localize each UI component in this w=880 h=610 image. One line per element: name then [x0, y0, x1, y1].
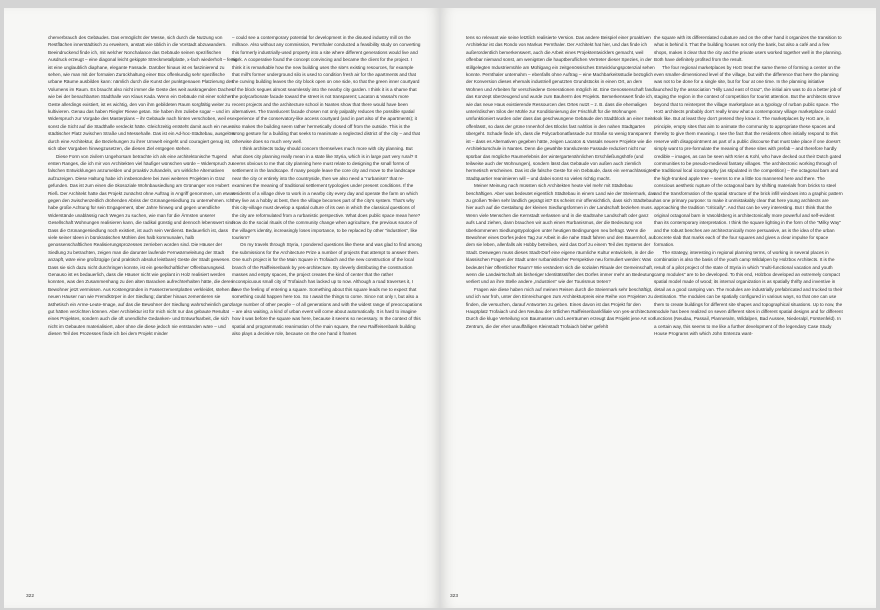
right-page: [440, 8, 876, 608]
paragraph: The strategy, interesting in regional planning terms, of working in several places in combination is also the basis of the youth camp Wildalpen by Holzbox Architects. It is the result of a pilot project of the state of Styria in which "multi-functional vacation and youth camp modules" are to be developed. To this end, Holzbox developed an extremely compact spatial model made of wood; its internal organization is as spatially thrifty and inventive in detail as a good camping van. The modules are industrially prefabricated and trucked to their destination. The modules can be spatially configured in various ways, so that one can use them to create buildings for different site shapes and topographical situations. Up to now, the module has been realized on seven different sites in different spatial designs and for different functions (Neudau, Passail, Planneralm, Wildalpen, Bad Aussee, Niederalpl, Fürstenfeld). In a certain way, this seems to me like a further development of the legendary Case Study House Programs with which John Entenza want-: [654, 249, 843, 337]
left-page-column-english: [232, 34, 422, 588]
paragraph: tens so relevant wie seine letztlich realisierte Version. Das andere Beispiel einer proaktiven Architektur ist das Rondo von Markus Pernthaler. Der Architekt hat hier, und das finde ich außerordentlich bemerkenswert, auch die Arbeit eines Projektentwicklers gemacht, weil offenbar niemand sonst, am wenigsten die hauptberuflichen Vertreter dieser Spezies, in der stillgelegten Industriemühle am Mühlgang ein zeitgenössisches Entwicklungspotenzial sehen konnte. Pernthaler unternahm – ebenfalls ohne Auftrag – eine Machbarkeitsstudie bezüglich der Konversion dieses ehemals industriell genutzten Grundstücks in einen Ort, an dem Wohnen und Arbeiten für verschiedene Generationen möglich ist. Eine Genossenschaft fand das Konzept überzeugend und wurde zum Bauherrn des Projekts. Bemerkenswert finde ich, wie das neue Haus existierende Ressourcen des Ortes nutzt – z. B. dass die ehemaligen unterirdischen Silos der Mühle zur Konditionierung der Frischluft für die Wohnungen umfunktioniert wurden oder dass das geschwungene Gebäude den Stadtblock an einer Seite offenlässt, so dass der grüne Innenhof des Blocks fast nahtlos in den nahen Stadtgarten übergeht. Schade finde ich, dass die Polycarbonatfassade zur Straße so wenig transparent ist – dass es Alternativen gegeben hätte, zeigen Lacaton & Vassals neuere Projekte wie die Architekturschule in Nantes. Denn die gewählte transluzente Fassade reduziert nicht nur spürbar das mögliche Raumerlebnis der wintergartenähnlichen Erschließungshöfe (und teilweise auch der Wohnungen), sondern lässt das Gebäude von außen auch ziemlich hermetisch erscheinen. Das ist die falsche Geste für ein Gebäude, dass ein vernachlässigtes Stadtquartier reanimieren will – und dabei sonst so vieles richtig macht.: [466, 35, 655, 181]
paragraph: Fragen wie diese haben mich auf meinen Reisen durch die Steiermark sehr beschäftigt, und ich war froh, unter den Einreichungen zum Architekturpreis eine Reihe von Projekten zu finden, die versuchen, darauf Antworten zu geben. Eines davon ist das Projekt für den Hauptplatz Trofaiach und den Neubau der örtlichen Raiffeisenbankfiliale von yes-architecture. Durch die kluge Verteilung von Baumassen und Leerräumen erzeugt das Projekt jene Art von Zentrum, die der eher unauffälligen Kleinstadt Trofaiach bisher gefehlt: [466, 286, 656, 329]
page-number: 323: [450, 594, 459, 599]
paragraph: Diese Form von zivilem Ungehorsam betrachte ich als eine architektonische Tugend ersten Ranges, die ich mir von Architekten viel häufiger wünschen würde – Widerspruch zu falschen Entwicklungen anzumelden und proaktiv zuhandeln, um wirkliche Alternativen aufzuzeigen. Diese Haltung habe ich insbesondere bei zwei weiteren Projekten in Graz gefunden. Das ist zum einen die ökosoziale Wohnbausiedlung am Grünanger von Hubert Rieß. Der Architekt hatte das Projekt zunächst ohne Auftrag in Angriff genommen, um etwas gegen den zwischenzeitlich drohenden Abriss der Grünangersiedlung zu unternehmen. Ich habe große Achtung für sein Engagement, über Jahre hinweg und gegen unendliche Widerstände unablässig nach Wegen zu suchen, wie man für die Ärmsten unserer Gesellschaft Wohnungen realisieren kann, die radikal günstig und dennoch lebenswert sind. Dass die Grünangersiedlung noch existiert, ist auch sein Verdienst. Bedauerlich ist, dass viele seiner Ideen in bürokratischen Mühlen des halb kommunalen, halb genossenschaftlichen Realisierungsprozesses zerrieben worden sind. Die Häuser der Siedlung zu betrachten, zeigen man die darunter laufende Fernwärmeleitung der Stadt anzapft, wäre eine großzügige (und praktisch absolut leistbare) Geste der Stadt gewesen. Dass sie sich dazu nicht durchringen konnte, ist ein gesellschaftlicher Offenbarungseid. Genauso ist es bedauerlich, dass die Häuser nicht wie geplant in Holz realisiert werden konnten, was den Zusammenhang zu den alten Baracken aufrechterhalten hätte, die deren Bewohner jetzt vermissen. Aus Kostengründen in Fasserzementplatten verkleidet, stehen die neuen Häuser nun wie Fremdkörper in der Siedlung; darüber hinaus zementieren sie ästhetisch ein Arme-Leute-Image, auf das die Bewohner der Siedlung wahrscheinlich ganz gut hätten verzichten können. Aber Architektur ist für mich nicht nur das gebaute Resultat eines Projektes, sondern auch die oft unendliche Gedanken- und Entwurfsarbeit, die sich nicht im Gebauten materialisiert, aber ohne die diese jedoch nie entstanden wäre – und diesen Teil des Prozesses finde ich bei dem Projekt minder: [48, 153, 237, 337]
left-page-column-german: [48, 34, 238, 588]
right-page-column-english: [654, 34, 844, 588]
paragraph: cherverbrauch des Gebäudes. Das ermöglicht der Messe, sich durch die Nutzung von Restflächen innerstädtisch zu erweitern, anstatt wie üblich in die Vorstadt abzuwandern. Beeindruckend finde ich, mit welcher Nonchalance das Gebäude seinen spezifischen Ausdruck erzeugt – eine diagonal leicht gekippte Streckmetallplatte, x-fach wiederholt – fertig ist eine unglaublich diaphane, elegante Fassade. Darüber hinaus ist es faszinierend zu sehen, wie man mit der formalen Zurückhaltung einer Box offenkundig sehr spezifische urbane Räume ausbilden kann: nämlich durch die Kunst der punktgenauen Platzierung des Volumens im Raum. Es braucht also nicht immer die Geste des weit auskragenden Daches wie bei der benachbarten Stadthalle von Klaus Kada. Wenn ein Gebäude mit einer solchen Geste allerdings existiert, ist es wichtig, den von ihm gebildeten Raum sorgfältig weiter zu kultivieren. Genau das haben Riegler Riewe getan. Sie haben ihm zuliebe sogar – und im Widerspruch zur Vorgabe des Masterplans – ihr Gebäude nach hinten verschoben, weil es sonst die Sicht auf die Stadthalle verdeckt hätte. Gleichzeitig entsteht damit auch ein neuer städtischer Platz zwischen Straße und Messehalle. Das ist ein Ad-hoc-Städtebau, ausgelöst durch eine Architektur, die Beziehungen zu ihrer Umwelt eingeht und couragiert genug ist, sich über Vorgaben hinwegzusetzen, die diesen Ziel entgegen stehen.: [48, 35, 238, 152]
paragraph: I think architects today should concern themselves much more with city planning. But what does city planning really mean in a state like Styria, which is in large part very rural? It seems obvious to me that city planning here must relate to designing the small forms of settlement in the landscape. If many people leave the core city and move to the landscape near the city or entirely into the countryside, then we also need a "rurbanism" that re-examines the meaning of traditional settlement typologies under present conditions. If the residents of a village drive to work in a nearby city every day and operate the farm on which they live as a hobby at best, then the village becomes part of the city's system. That's why this city-village must develop a spatial culture of its own in which the classical questions of the city are reformulated from a rurbanistic perspective. What does public space mean here? How do the social rituals of the community change when agriculture, the previous source of the village's identity, increasingly loses importance, to be replaced by other "industries", like tourism?: [232, 146, 421, 240]
left-page: [4, 8, 440, 608]
paragraph: Meiner Meinung nach müssten sich Architekten heute viel mehr mit Städtebau beschäftigen. Aber was bedeutet eigentlich Städtebau in einem Land wie der Steiermark, das zu großen Teilen sehr ländlich geprägt ist? Es scheint mir offensichtlich, dass sich Städtebau hier auch auf die Gestaltung der kleinen Siedlungsformen in der Landschaft beziehen muss. Wenn viele Menschen die Kernstadt verlassen und in die stadtnahe Landschaft oder ganz aufs Land ziehen, dann brauchen wir auch einen Rurbanismus, der die Bedeutung von überkommenen Siedlungstypologien unter heutigen Bedingungen neu befragt. Wenn die Bewohner eines Dorfes jeden Tag zur Arbeit in die nahe Stadt fahren und den Bauernhof, auf dem sie leben, allenfalls als Hobby betreiben, wird das Dorf zu einem Teil des Systems der Stadt. Deswegen muss dieses Stadt-Dorf eine eigene räumliche Kultur entwickeln, in der die klassischen Fragen der Stadt unter rurbanistischer Perspektive neu formuliert werden: Was bedeutet hier öffentlicher Raum? Wie verändern sich die sozialen Rituale der Gemeinschaft, wenn die Landwirtschaft als bisheriger Identitätsstifter des Dorfes immer mehr an Bedeutung verliert und an ihre Stelle andere „Industrien" wie der Tourismus treten?: [466, 183, 656, 285]
paragraph: On my travels through Styria, I pondered questions like these and was glad to find among the submissions for the Architecture Prize a number of projects that attempt to answer them. One such project is for the Main Square in Trofaiach and the new construction of the local branch of the Raiffeisenbank by yes-architecture. By cleverly distributing the construction masses and empty spaces, the project creates the kind of center that the rather inconspicuous small city of Trofaiach has lacked up to now. Although a road traverses it, I have the feeling of entering a square. Something about this square leads me to expect that something could happen here too. So I await the things to come. Since not only I, but also a large number of other people – of all generations and with the widest range of preoccupations – are also waiting, a kind of urban event will come about automatically. It is hard to imagine how it was before the square was here, because it seems so necessary. In the context of this spatial and programmatic reanimation of the main square, the new Raiffeisenbank building also plays a decisive role, because on the one hand it frames: [232, 242, 422, 337]
right-page-column-german: [466, 34, 656, 588]
paragraph: The four regional marketplaces by HoG treat the same theme of forming a center on the even smaller-dimensioned level of the village, but with the difference that here the planning was not to be done for a single site, but for four at one time. In the planning initiative launched by the association "Hilly Land east of Graz", the initial aim was to do a better job of staging the region in the context of competition for tourist attention. But the architects strove beyond that to reinterpret the village marketplace as a typology of rurban public space. The HoG architects probably don't really know what a contemporary village marketplace could look like. But at least they don't pretend they know it. The marketplaces by HoG are, in principle, empty sites that aim to animate the community to appropriate these spaces and thereby to give them meaning. I see the fact that the residents often initially respond to this reserve with disappointment as part of a public discourse that must take place if one doesn't simply want to pre-formulate the meaning of these sites with prefab – and therefore hardly credible – images, as can be seen with Krier & Kohl, who have decked out their Dutch gated communities to be pseudo-medieval fantasy villages. The architectonic working through of the traditional local iconography (as stipulated in the competition) – the octagonal barn and the high-trunked apple tree – seems to me a little too mannered here and there. The conscious aesthetic rupture of the octagonal barn by shifting materials from bricks to steel and the transformation of the spatial structure of the brick infill windows into a graphic pattern has one primary purpose: to make it unmistakably clear that here young architects are approaching the tradition "critically". And that can be very interesting. But I think that the original octagonal barn in Vasoldsberg is architectonically more powerful and self-evident than its contemporary interpretation. I think the square lighting in the form of the "Milky Way" and the robust benches are architectonically more persuasive, as is the idea of the urban concrete slab that marks each of the four squares and gives a clear impulse for space formation.: [654, 64, 843, 248]
paragraph: – could see a contemporary potential for development in the disused industry mill on the millrace. Also without any commission, Pernthaler conducted a feasibility study on converting this formerly industrially-used property into a site where different generations would live and work. A cooperative found the concept convincing and became the client for the project. I think it is remarkable how the new building uses the site's existing resources, for example that mill's former underground silo is used to condition fresh air for the apartments and that the curving building leaves the city block open on one side, so that the green inner courtyard of the block segues almost seamlessly into the nearby city garden. I think it is a shame that the polycarbonate facade toward the street is not transparent; Lacaton & Vassal's more recent projects and the architecture school in Nantes show that there would have been alternatives. The translucent facade chosen not only palpably reduces the possible spatial experience of the conservatory-like access courtyard (and in part also of the apartments); it also makes the building seem rather hermetically closed off from the outside. This is the wrong gesture for a building that seeks to reanimate a neglected district of the city – and that otherwise does so much very well.: [232, 35, 421, 144]
paragraph: the square with its differentiated cubature and on the other hand it organizes the transition to what is behind it. That the building houses not only the bank, but also a café and a few shops, makes it clear that the city and the private users worked together well in the planning. Both have definitely profited from the result.: [654, 35, 842, 63]
page-number: 322: [26, 594, 35, 599]
